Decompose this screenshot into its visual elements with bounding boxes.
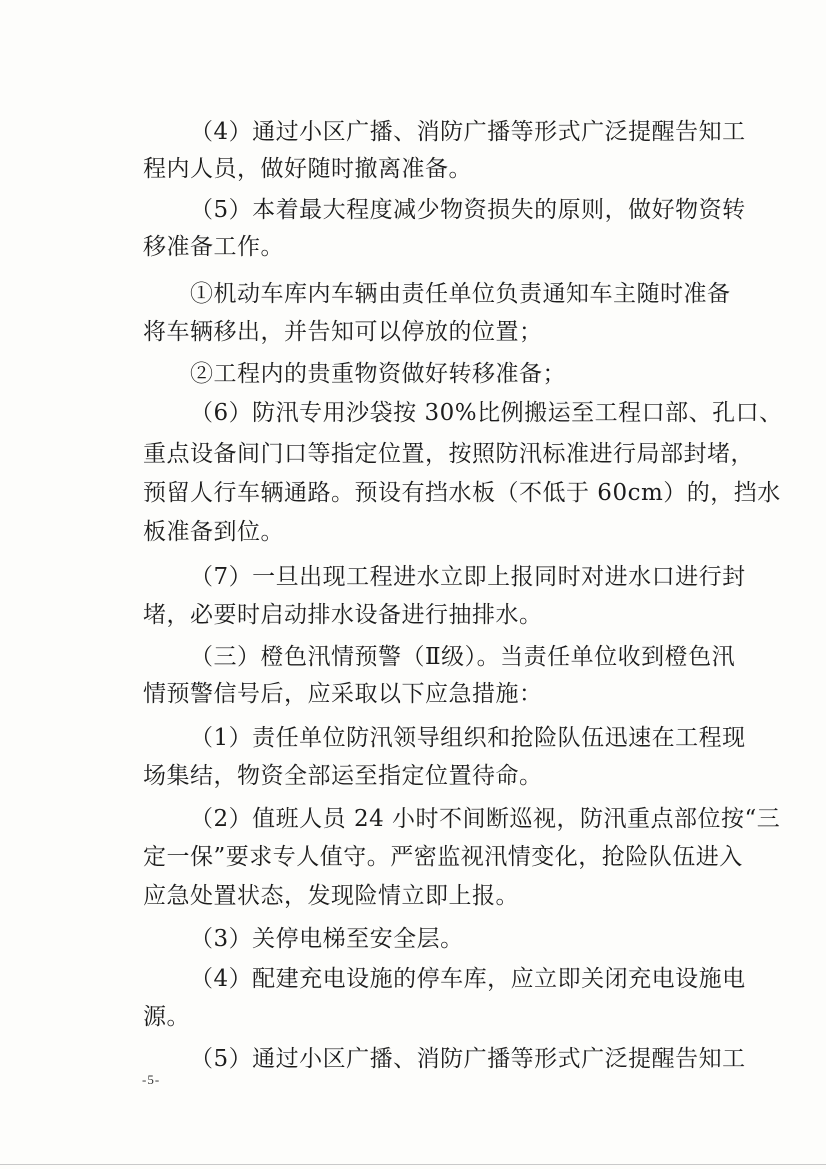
text-line: 程内人员，做好随时撤离准备。 bbox=[143, 156, 472, 182]
text-line: 源。 bbox=[143, 1004, 190, 1030]
text-line: （1）责任单位防汛领导组织和抢险队伍迅速在工程现 bbox=[190, 725, 746, 751]
text-line: 板准备到位。 bbox=[143, 519, 284, 545]
page-number: -5- bbox=[142, 1072, 161, 1087]
text-line: 场集结，物资全部运至指定位置待命。 bbox=[143, 763, 543, 789]
text-line: （三）橙色汛情预警（Ⅱ级）。当责任单位收到橙色汛 bbox=[190, 644, 736, 670]
text-line: 将车辆移出，并告知可以停放的位置； bbox=[143, 319, 543, 345]
text-line: （2）值班人员 24 小时不间断巡视，防汛重点部位按“三 bbox=[190, 806, 781, 832]
text-line: （4）配建充电设施的停车库，应立即关闭充电设施电 bbox=[190, 966, 746, 992]
text-line: 定一保”要求专人值守。严密监视汛情变化，抢险队伍进入 bbox=[143, 844, 743, 870]
text-line: （4）通过小区广播、消防广播等形式广泛提醒告知工 bbox=[190, 119, 746, 145]
text-line: ②工程内的贵重物资做好转移准备； bbox=[190, 361, 566, 387]
text-line: （5）本着最大程度减少物资损失的原则，做好物资转 bbox=[190, 197, 746, 223]
text-line: 堵，必要时启动排水设备进行抽排水。 bbox=[143, 602, 543, 628]
text-line: （3）关停电梯至安全层。 bbox=[190, 926, 464, 952]
scan-edge-divider bbox=[0, 1164, 826, 1165]
text-line: 移准备工作。 bbox=[143, 234, 284, 260]
text-line: 应急处置状态，发现险情立即上报。 bbox=[143, 883, 519, 909]
text-line: ①机动车库内车辆由责任单位负责通知车主随时准备 bbox=[190, 281, 731, 307]
text-line: （7）一旦出现工程进水立即上报同时对进水口进行封 bbox=[190, 564, 746, 590]
text-line: 预留人行车辆通路。预设有挡水板（不低于 60cm）的，挡水 bbox=[143, 480, 781, 506]
text-line: （5）通过小区广播、消防广播等形式广泛提醒告知工 bbox=[190, 1046, 746, 1072]
text-line: （6）防汛专用沙袋按 30%比例搬运至工程口部、孔口、 bbox=[190, 400, 783, 426]
text-line: 情预警信号后，应采取以下应急措施： bbox=[143, 681, 543, 707]
text-line: 重点设备间门口等指定位置，按照防汛标准进行局部封堵， bbox=[143, 441, 754, 467]
